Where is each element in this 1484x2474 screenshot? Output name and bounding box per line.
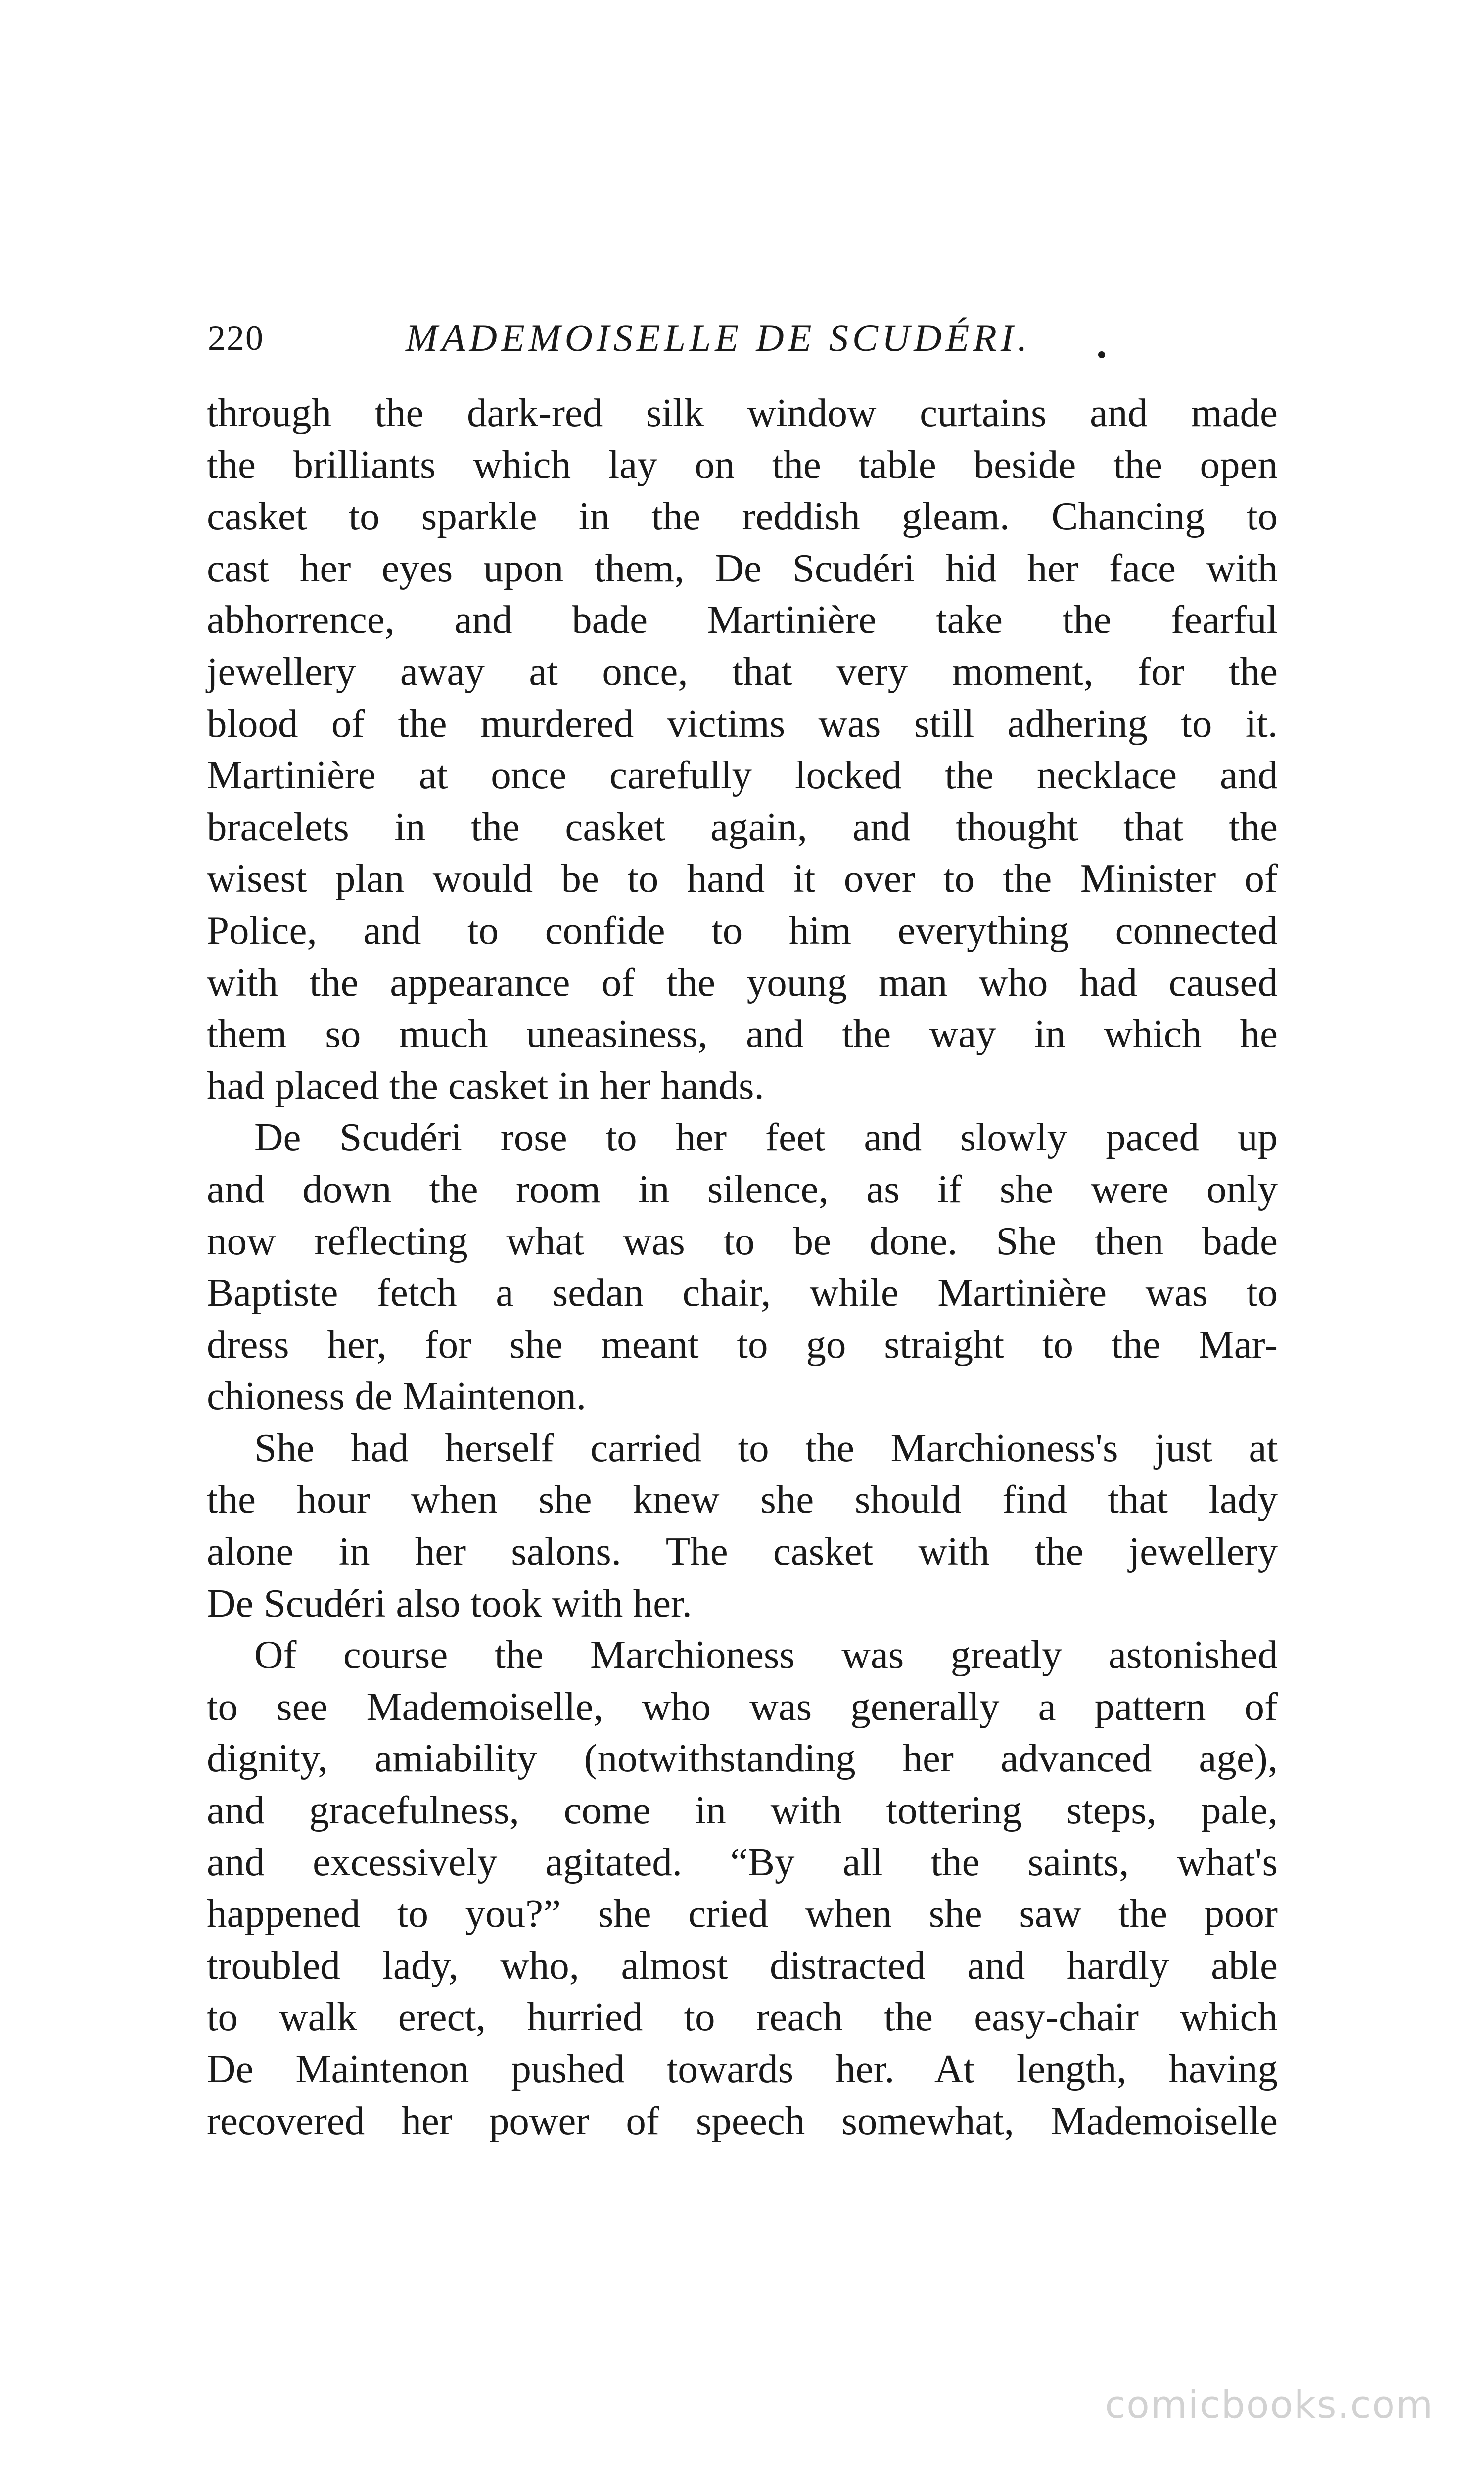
text-line: cast her eyes upon them, De Scudéri hid her face with: [207, 545, 1278, 590]
text-line: casket to sparkle in the reddish gleam. Chancing to: [207, 494, 1278, 539]
text-line: jewellery away at once, that very moment, for the: [207, 649, 1278, 694]
text-line: had placed the casket in her hands.: [207, 1063, 764, 1108]
text-line: the hour when she knew she should find that lady: [207, 1477, 1278, 1522]
text-line: and excessively agitated. “By all the saints, what's: [207, 1839, 1278, 1884]
text-line: to see Mademoiselle, who was generally a pattern of: [207, 1684, 1278, 1729]
text-line: chioness de Maintenon.: [207, 1374, 587, 1419]
text-line: abhorrence, and bade Martinière take the fearful: [207, 597, 1278, 642]
ornament-dot: [1098, 351, 1105, 358]
text-line: and gracefulness, come in with tottering steps, pale,: [207, 1788, 1278, 1833]
text-line: bracelets in the casket again, and thought that the: [207, 804, 1278, 849]
text-line: them so much uneasiness, and the way in which he: [207, 1011, 1278, 1056]
text-line: the brilliants which lay on the table beside the open: [207, 442, 1278, 487]
text-line: blood of the murdered victims was still adhering to it.: [207, 701, 1278, 746]
text-line: to walk erect, hurried to reach the easy-chair which: [207, 1995, 1278, 2040]
text-line: De Scudéri rose to her feet and slowly paced up: [254, 1115, 1278, 1160]
body-text: [207, 387, 1278, 2146]
text-line: recovered her power of speech somewhat, Mademoiselle: [207, 2098, 1278, 2143]
running-head: [208, 311, 1276, 365]
text-line: with the appearance of the young man who had caused: [207, 959, 1278, 1004]
text-line: Of course the Marchioness was greatly astonished: [254, 1632, 1278, 1677]
text-line: Martinière at once carefully locked the necklace and: [207, 753, 1278, 798]
text-line: wisest plan would be to hand it over to the Minister of: [207, 856, 1278, 901]
text-line: troubled lady, who, almost distracted and hardly able: [207, 1943, 1278, 1988]
text-line: now reflecting what was to be done. She then bade: [207, 1218, 1278, 1263]
text-line: dignity, amiability (notwithstanding her advanced age),: [207, 1736, 1278, 1781]
text-line: happened to you?” she cried when she saw the poor: [207, 1891, 1278, 1936]
text-line: De Scudéri also took with her.: [207, 1580, 692, 1625]
watermark: comicbooks.com: [1105, 2382, 1434, 2426]
text-line: and down the room in silence, as if she were only: [207, 1166, 1278, 1211]
text-line: Police, and to confide to him everything connected: [207, 907, 1278, 952]
text-line: De Maintenon pushed towards her. At length, having: [207, 2046, 1278, 2091]
text-line: She had herself carried to the Marchioness's just at: [254, 1425, 1278, 1470]
text-line: alone in her salons. The casket with the jewellery: [207, 1529, 1278, 1574]
text-line: Baptiste fetch a sedan chair, while Martinière was to: [207, 1270, 1278, 1315]
text-line: dress her, for she meant to go straight to the Mar-: [207, 1322, 1278, 1367]
running-title: MADEMOISELLE DE SCUDÉRI.: [406, 316, 1031, 359]
text-line: through the dark-red silk window curtains and made: [207, 390, 1278, 435]
page-number: 220: [208, 318, 264, 358]
